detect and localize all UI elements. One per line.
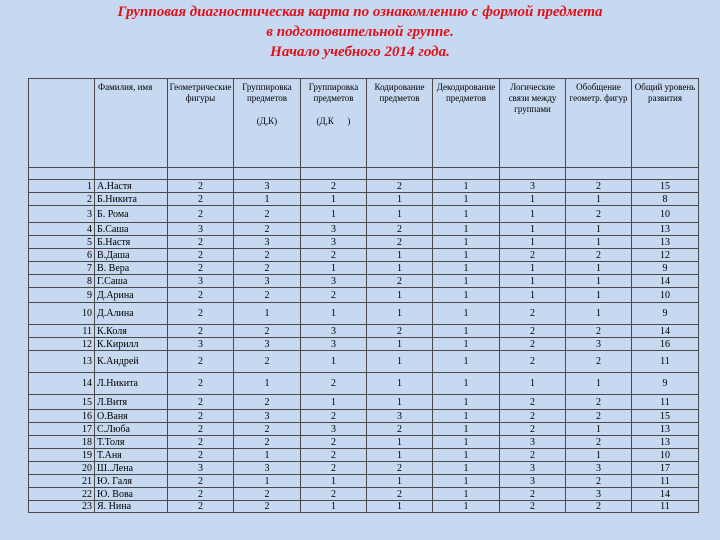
child-name-cell: К.Андрей <box>95 351 168 373</box>
score-cell: 1 <box>566 373 632 395</box>
score-cell: 2 <box>500 303 566 325</box>
table-row <box>29 501 699 513</box>
score-cell: 1 <box>566 303 632 325</box>
row-number-cell: 12 <box>29 338 95 351</box>
score-cell: 1 <box>433 223 500 236</box>
score-cell: 2 <box>168 288 234 303</box>
score-cell: 1 <box>433 475 500 488</box>
score-cell: 2 <box>500 423 566 436</box>
header-cell-decoding: Декодирование предметов <box>433 79 500 168</box>
score-cell: 2 <box>566 395 632 410</box>
score-cell: 2 <box>367 180 433 193</box>
score-cell: 1 <box>500 262 566 275</box>
score-cell: 1 <box>433 373 500 395</box>
diagnostic-table <box>28 78 699 513</box>
score-cell: 3 <box>566 338 632 351</box>
score-cell: 1 <box>301 475 367 488</box>
score-cell: 3 <box>168 338 234 351</box>
score-cell: 2 <box>566 325 632 338</box>
child-name-cell: Я. Нина <box>95 501 168 513</box>
score-cell: 11 <box>632 475 699 488</box>
score-cell: 1 <box>500 236 566 249</box>
score-cell: 2 <box>367 462 433 475</box>
score-cell: 1 <box>433 488 500 501</box>
score-cell: 13 <box>632 236 699 249</box>
row-number-cell: 6 <box>29 249 95 262</box>
score-cell: 2 <box>168 249 234 262</box>
row-number-cell: 8 <box>29 275 95 288</box>
score-cell: 1 <box>367 206 433 223</box>
table-row <box>29 325 699 338</box>
row-number-cell: 4 <box>29 223 95 236</box>
score-cell: 1 <box>234 373 301 395</box>
child-name-cell: О.Ваня <box>95 410 168 423</box>
row-number-cell: 13 <box>29 351 95 373</box>
table-row <box>29 223 699 236</box>
row-number-cell: 23 <box>29 501 95 513</box>
row-number-cell: 19 <box>29 449 95 462</box>
score-cell: 1 <box>367 501 433 513</box>
title-line-3: Начало учебного 2014 года. <box>270 44 450 60</box>
row-number-cell: 22 <box>29 488 95 501</box>
table-row <box>29 303 699 325</box>
score-cell: 2 <box>566 410 632 423</box>
table-row <box>29 436 699 449</box>
score-cell: 1 <box>433 193 500 206</box>
score-cell: 1 <box>433 395 500 410</box>
score-cell: 1 <box>367 373 433 395</box>
row-number-cell: 5 <box>29 236 95 249</box>
row-number-cell: 21 <box>29 475 95 488</box>
header-cell-grouping-1: Группировка предметов (Д,К) <box>234 79 301 168</box>
header-cell-coding: Кодирование предметов <box>367 79 433 168</box>
score-cell: 3 <box>301 423 367 436</box>
row-number-cell: 16 <box>29 410 95 423</box>
row-number-cell: 14 <box>29 373 95 395</box>
score-cell: 1 <box>566 236 632 249</box>
table-row <box>29 373 699 395</box>
score-cell: 1 <box>367 303 433 325</box>
row-number-cell: 18 <box>29 436 95 449</box>
score-cell: 2 <box>234 351 301 373</box>
score-cell: 1 <box>433 249 500 262</box>
score-cell: 11 <box>632 501 699 513</box>
score-cell: 1 <box>234 303 301 325</box>
score-cell: 2 <box>168 351 234 373</box>
score-cell: 2 <box>301 488 367 501</box>
table-row <box>29 180 699 193</box>
score-cell: 9 <box>632 373 699 395</box>
score-cell: 2 <box>168 410 234 423</box>
score-cell: 2 <box>301 249 367 262</box>
score-cell: 1 <box>433 501 500 513</box>
score-cell: 2 <box>168 180 234 193</box>
score-cell: 2 <box>566 206 632 223</box>
score-cell: 2 <box>500 488 566 501</box>
header-cell-geometric-figures: Геометрические фигуры <box>168 79 234 168</box>
child-name-cell: С.Люба <box>95 423 168 436</box>
score-cell: 3 <box>168 462 234 475</box>
score-cell: 1 <box>301 206 367 223</box>
score-cell: 2 <box>500 338 566 351</box>
score-cell: 3 <box>566 462 632 475</box>
table-row <box>29 288 699 303</box>
page-title <box>0 2 720 62</box>
score-cell: 1 <box>367 249 433 262</box>
score-cell: 1 <box>566 262 632 275</box>
child-name-cell: Б.Настя <box>95 236 168 249</box>
score-cell: 3 <box>500 475 566 488</box>
score-cell: 10 <box>632 206 699 223</box>
score-cell: 1 <box>433 288 500 303</box>
score-cell: 3 <box>234 462 301 475</box>
child-name-cell: К.Коля <box>95 325 168 338</box>
score-cell: 2 <box>168 395 234 410</box>
child-name-cell: Ю. Вова <box>95 488 168 501</box>
table-row <box>29 206 699 223</box>
table-row <box>29 423 699 436</box>
score-cell: 3 <box>367 410 433 423</box>
score-cell: 1 <box>367 288 433 303</box>
score-cell: 1 <box>367 449 433 462</box>
score-cell: 3 <box>301 325 367 338</box>
score-cell: 1 <box>500 193 566 206</box>
score-cell: 3 <box>234 410 301 423</box>
score-cell: 2 <box>367 423 433 436</box>
score-cell: 1 <box>500 373 566 395</box>
score-cell: 1 <box>301 351 367 373</box>
header-cell-overall-level: Общий уровень развития <box>632 79 699 168</box>
score-cell: 2 <box>301 436 367 449</box>
score-cell: 14 <box>632 488 699 501</box>
header-cell-generalization: Обобщение геометр. фигур <box>566 79 632 168</box>
score-cell: 3 <box>500 436 566 449</box>
score-cell: 9 <box>632 303 699 325</box>
score-cell: 1 <box>367 436 433 449</box>
score-cell: 2 <box>234 488 301 501</box>
score-cell: 1 <box>500 223 566 236</box>
score-cell: 1 <box>500 275 566 288</box>
table-row <box>29 338 699 351</box>
table-row <box>29 351 699 373</box>
score-cell: 16 <box>632 338 699 351</box>
score-cell: 3 <box>234 180 301 193</box>
score-cell: 1 <box>433 275 500 288</box>
score-cell: 1 <box>367 395 433 410</box>
score-cell: 3 <box>168 275 234 288</box>
row-number-cell: 9 <box>29 288 95 303</box>
score-cell: 3 <box>301 236 367 249</box>
score-cell: 1 <box>367 338 433 351</box>
score-cell: 2 <box>500 449 566 462</box>
child-name-cell: Б. Рома <box>95 206 168 223</box>
score-cell: 11 <box>632 395 699 410</box>
table-row <box>29 475 699 488</box>
score-cell: 1 <box>500 206 566 223</box>
score-cell: 1 <box>433 351 500 373</box>
score-cell: 1 <box>367 193 433 206</box>
score-cell: 13 <box>632 223 699 236</box>
score-cell: 2 <box>566 475 632 488</box>
score-cell: 2 <box>301 410 367 423</box>
score-cell: 2 <box>234 249 301 262</box>
score-cell: 1 <box>301 395 367 410</box>
score-cell: 2 <box>234 395 301 410</box>
score-cell: 1 <box>433 262 500 275</box>
score-cell: 2 <box>566 501 632 513</box>
score-cell: 9 <box>632 262 699 275</box>
table-row <box>29 236 699 249</box>
score-cell: 1 <box>433 462 500 475</box>
score-cell: 3 <box>234 275 301 288</box>
score-cell: 1 <box>433 206 500 223</box>
score-cell: 1 <box>433 338 500 351</box>
child-name-cell: Ш..Лена <box>95 462 168 475</box>
score-cell: 1 <box>367 475 433 488</box>
score-cell: 12 <box>632 249 699 262</box>
score-cell: 1 <box>433 325 500 338</box>
row-number-cell: 20 <box>29 462 95 475</box>
score-cell: 1 <box>433 436 500 449</box>
title-line-1: Групповая диагностическая карта по ознакомлению с формой предмета <box>117 4 603 20</box>
header-row <box>29 79 699 168</box>
score-cell: 2 <box>367 325 433 338</box>
score-cell: 1 <box>234 193 301 206</box>
score-cell: 1 <box>500 288 566 303</box>
row-number-cell: 2 <box>29 193 95 206</box>
score-cell: 1 <box>566 275 632 288</box>
score-cell: 3 <box>301 223 367 236</box>
child-name-cell: А.Настя <box>95 180 168 193</box>
header-cell-number <box>29 79 95 168</box>
score-cell: 1 <box>433 303 500 325</box>
table-row <box>29 395 699 410</box>
child-name-cell: Б.Саша <box>95 223 168 236</box>
score-cell: 1 <box>433 410 500 423</box>
score-cell: 3 <box>500 180 566 193</box>
score-cell: 2 <box>168 193 234 206</box>
score-cell: 2 <box>234 262 301 275</box>
score-cell: 2 <box>168 423 234 436</box>
score-cell: 1 <box>301 501 367 513</box>
score-cell: 1 <box>433 449 500 462</box>
score-cell: 2 <box>301 449 367 462</box>
child-name-cell: Д.Алина <box>95 303 168 325</box>
score-cell: 2 <box>301 373 367 395</box>
score-cell: 1 <box>566 288 632 303</box>
row-number-cell: 15 <box>29 395 95 410</box>
score-cell: 1 <box>301 193 367 206</box>
score-cell: 2 <box>168 236 234 249</box>
score-cell: 2 <box>566 180 632 193</box>
child-name-cell: Г.Саша <box>95 275 168 288</box>
score-cell: 1 <box>234 475 301 488</box>
score-cell: 2 <box>500 325 566 338</box>
score-cell: 15 <box>632 410 699 423</box>
table-body <box>29 180 699 513</box>
score-cell: 2 <box>367 223 433 236</box>
score-cell: 1 <box>566 223 632 236</box>
score-cell: 2 <box>234 288 301 303</box>
score-cell: 2 <box>566 351 632 373</box>
score-cell: 1 <box>301 262 367 275</box>
score-cell: 1 <box>433 236 500 249</box>
score-cell: 15 <box>632 180 699 193</box>
score-cell: 1 <box>234 449 301 462</box>
score-cell: 2 <box>500 410 566 423</box>
child-name-cell: Л.Витя <box>95 395 168 410</box>
score-cell: 2 <box>234 325 301 338</box>
header-cell-logical-links: Логические связи между группами <box>500 79 566 168</box>
score-cell: 1 <box>566 449 632 462</box>
score-cell: 1 <box>367 351 433 373</box>
score-cell: 2 <box>234 223 301 236</box>
row-number-cell: 7 <box>29 262 95 275</box>
score-cell: 2 <box>500 395 566 410</box>
child-name-cell: В. Вера <box>95 262 168 275</box>
row-number-cell: 17 <box>29 423 95 436</box>
table-row <box>29 488 699 501</box>
score-cell: 3 <box>500 462 566 475</box>
score-cell: 2 <box>234 206 301 223</box>
score-cell: 3 <box>301 338 367 351</box>
score-cell: 11 <box>632 351 699 373</box>
score-cell: 8 <box>632 193 699 206</box>
table-row <box>29 275 699 288</box>
score-cell: 2 <box>168 373 234 395</box>
score-cell: 2 <box>566 436 632 449</box>
score-cell: 10 <box>632 449 699 462</box>
child-name-cell: Д.Арина <box>95 288 168 303</box>
score-cell: 2 <box>566 249 632 262</box>
score-cell: 2 <box>168 436 234 449</box>
row-number-cell: 10 <box>29 303 95 325</box>
score-cell: 2 <box>367 488 433 501</box>
score-cell: 2 <box>500 249 566 262</box>
table-row <box>29 249 699 262</box>
child-name-cell: Т.Аня <box>95 449 168 462</box>
table-row <box>29 193 699 206</box>
score-cell: 1 <box>301 303 367 325</box>
score-cell: 1 <box>433 423 500 436</box>
child-name-cell: В.Даша <box>95 249 168 262</box>
table-row <box>29 449 699 462</box>
header-cell-grouping-2: Группировка предметов (Д,К ) <box>301 79 367 168</box>
score-cell: 2 <box>168 488 234 501</box>
score-cell: 2 <box>168 303 234 325</box>
score-cell: 2 <box>500 501 566 513</box>
score-cell: 1 <box>566 193 632 206</box>
score-cell: 13 <box>632 423 699 436</box>
score-cell: 3 <box>234 338 301 351</box>
score-cell: 2 <box>168 206 234 223</box>
score-cell: 2 <box>301 180 367 193</box>
score-cell: 1 <box>433 180 500 193</box>
score-cell: 2 <box>168 449 234 462</box>
score-cell: 14 <box>632 275 699 288</box>
score-cell: 14 <box>632 325 699 338</box>
score-cell: 2 <box>301 462 367 475</box>
child-name-cell: К.Кирилл <box>95 338 168 351</box>
header-cell-name: Фамилия, имя <box>95 79 168 168</box>
score-cell: 2 <box>500 351 566 373</box>
score-cell: 1 <box>367 262 433 275</box>
score-cell: 2 <box>367 236 433 249</box>
score-cell: 1 <box>566 423 632 436</box>
title-line-2: в подготовительной группе. <box>266 24 454 40</box>
score-cell: 2 <box>168 325 234 338</box>
child-name-cell: Л.Никита <box>95 373 168 395</box>
score-cell: 2 <box>301 288 367 303</box>
row-number-cell: 11 <box>29 325 95 338</box>
score-cell: 3 <box>301 275 367 288</box>
score-cell: 2 <box>168 262 234 275</box>
table-row <box>29 262 699 275</box>
score-cell: 10 <box>632 288 699 303</box>
table-row <box>29 462 699 475</box>
row-number-cell: 3 <box>29 206 95 223</box>
score-cell: 2 <box>234 501 301 513</box>
child-name-cell: Б.Никита <box>95 193 168 206</box>
header-spacer-row <box>29 168 699 180</box>
score-cell: 2 <box>168 475 234 488</box>
row-number-cell: 1 <box>29 180 95 193</box>
score-cell: 2 <box>234 423 301 436</box>
child-name-cell: Т.Толя <box>95 436 168 449</box>
score-cell: 3 <box>168 223 234 236</box>
child-name-cell: Ю. Галя <box>95 475 168 488</box>
table-row <box>29 410 699 423</box>
score-cell: 3 <box>566 488 632 501</box>
score-cell: 2 <box>168 501 234 513</box>
score-cell: 2 <box>234 436 301 449</box>
score-cell: 17 <box>632 462 699 475</box>
score-cell: 3 <box>234 236 301 249</box>
score-cell: 13 <box>632 436 699 449</box>
score-cell: 2 <box>367 275 433 288</box>
